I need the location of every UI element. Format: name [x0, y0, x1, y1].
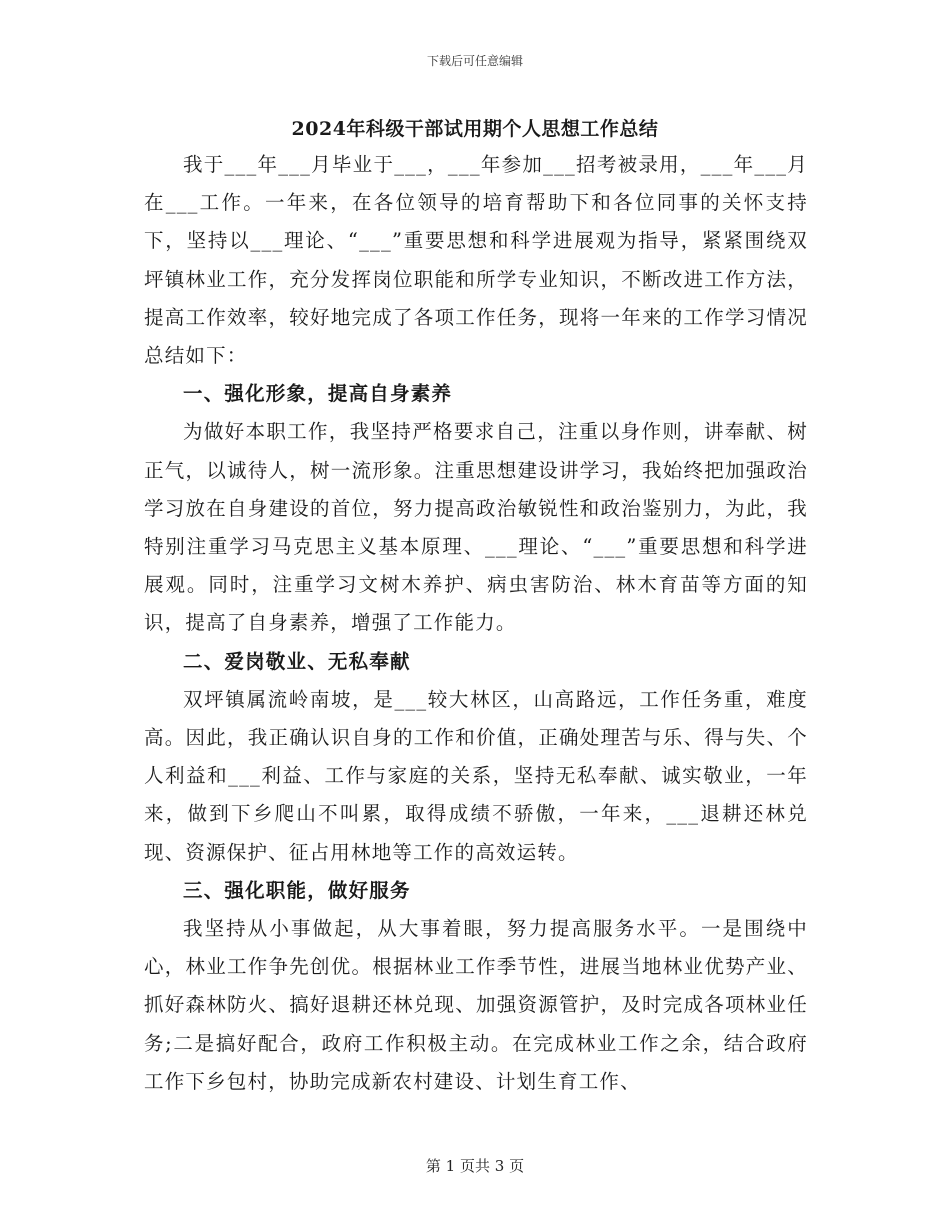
section-heading-2: 二、爱岗敬业、无私奉献	[183, 649, 411, 673]
section-body-3: 我坚持从小事做起，从大事着眼，努力提高服务水平。一是围绕中心，林业工作争先创优。根据林业工作季节性，进展当地林业优势产业、抓好森林防火、搞好退耕还林兑现、加强资源管护，及时完成各项林业任务;二是搞好配合，政府工作积极主动。在完成林业工作之余，结合政府工作下乡包村，协助完成新农村建设、计划生育工作、	[144, 917, 808, 1093]
intro-paragraph: 我于___年___月毕业于___，___年参加___招考被录用，___年___月在___工作。一年来，在各位领导的培育帮助下和各位同事的关怀支持下，坚持以___理论、“___”重要思想和科学进展观为指导，紧紧围绕双坪镇林业工作，充分发挥岗位职能和所学专业知识，不断改进工作方法，提高工作效率，较好地完成了各项工作任务，现将一年来的工作学习情况总结如下：	[144, 153, 808, 368]
header-note: 下载后可任意编辑	[426, 54, 523, 68]
section-body-2: 双坪镇属流岭南坡，是___较大林区，山高路远，工作任务重，难度高。因此，我正确认识自身的工作和价值，正确处理苦与乐、得与失、个人利益和___利益、工作与家庭的关系，坚持无私奉献、诚实敬业，一年来，做到下乡爬山不叫累，取得成绩不骄傲，一年来，___退耕还林兑现、资源保护、征占用林地等工作的高效运转。	[144, 687, 808, 864]
page-footer: 第 1 页共 3 页	[425, 1157, 525, 1175]
section-heading-3: 三、强化职能，做好服务	[183, 878, 411, 902]
document-title: 2024年科级干部试用期个人思想工作总结	[291, 118, 659, 140]
document-body	[144, 146, 808, 1101]
section-body-1: 为做好本职工作，我坚持严格要求自己，注重以身作则，讲奉献、树正气，以诚待人，树一流形象。注重思想建设讲学习，我始终把加强政治学习放在自身建设的首位，努力提高政治敏锐性和政治鉴别力，为此，我特别注重学习马克思主义基本原理、___理论、“___”重要思想和科学进展观。同时，注重学习文树木养护、病虫害防治、林木育苗等方面的知识，提高了自身素养，增强了工作能力。	[144, 420, 808, 635]
section-heading-1: 一、强化形象，提高自身素养	[183, 382, 453, 406]
